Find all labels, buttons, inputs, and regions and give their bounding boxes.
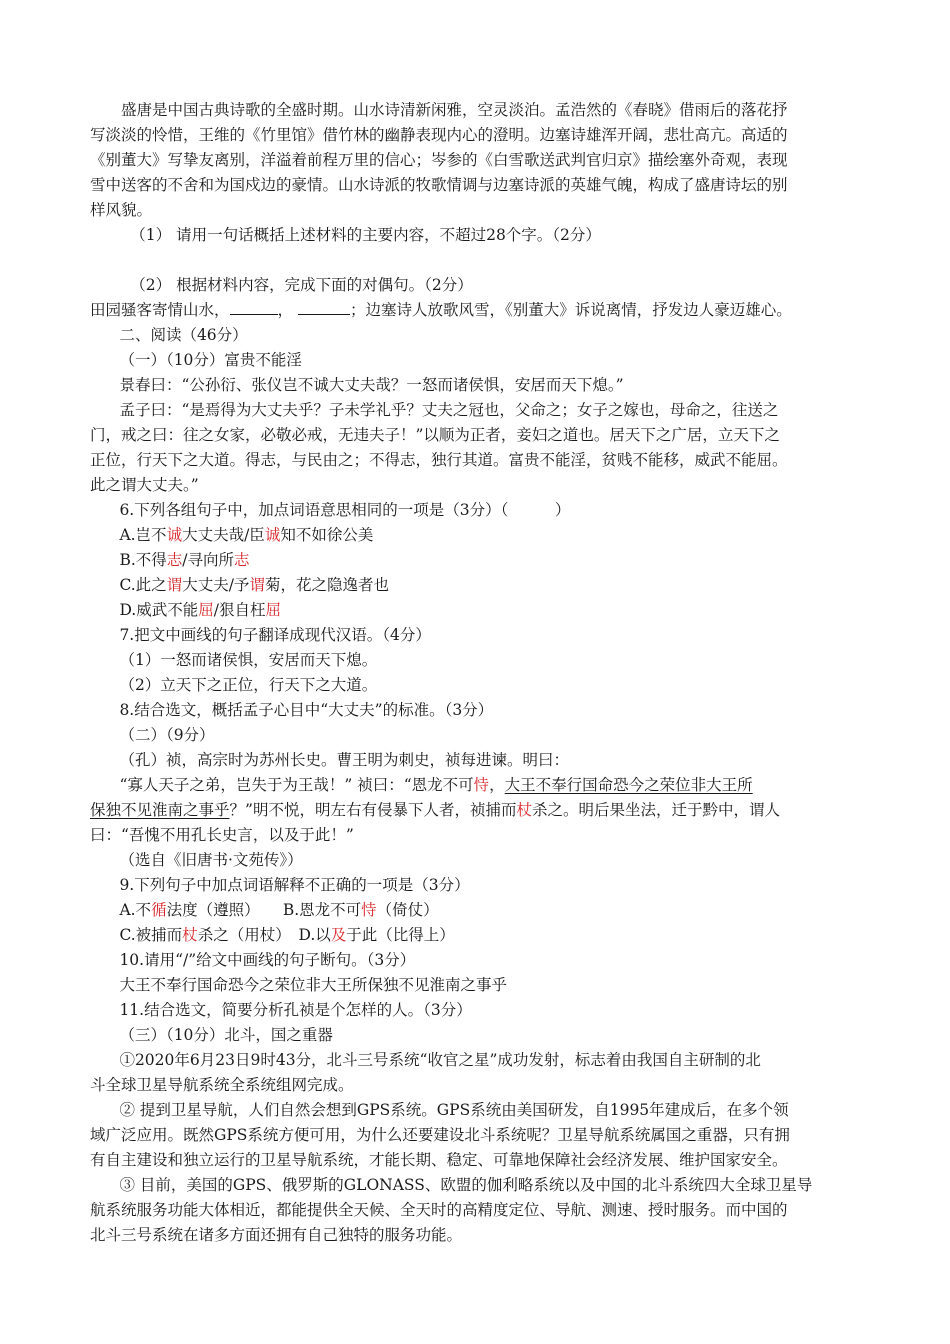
passage-line: 曰：“吾愧不用孔长史言，以及于此！” (90, 826, 354, 844)
dotted-word: 恃 (473, 776, 490, 794)
text: C.被捕而 (119, 926, 183, 944)
question-7-1: （1）一怒而诸侯惧，安居而天下熄。 (119, 651, 378, 669)
fill-blank-1[interactable] (230, 298, 278, 315)
mengzi-line: 孟子曰：“是焉得为大丈夫乎？子未学礼乎？丈夫之冠也，父命之；女子之嫁也，母命之，往送之 (119, 401, 779, 419)
question-6: 6.下列各组句子中，加点词语意思相同的一项是（3分）（ ） (119, 501, 571, 519)
mengzi-line: 此之谓大丈夫。” (90, 476, 199, 494)
article-line: 域广泛应用。既然GPS系统方便可用，为什么还要建设北斗系统呢？卫星导航系统属国之重器，只有拥 (90, 1126, 790, 1144)
part3-heading: （三）（10分）北斗，国之重器 (119, 1026, 333, 1044)
intro-passage (90, 98, 862, 223)
dotted-word: 及 (330, 926, 347, 944)
passage-line: （孔）祯，高宗时为苏州长史。曹王明为刺史，祯每进谏。明曰： (119, 751, 569, 769)
option-6d (90, 598, 862, 623)
text: D.威武不能 (119, 601, 199, 619)
mengzi-line: 正位，行天下之大道。得志，与民由之；不得志，独行其道。富贵不能淫，贫贱不能移，威武不能屈。 (90, 451, 788, 469)
part1-heading: （一）（10分）富贵不能淫 (119, 351, 302, 369)
text: 菊，花之隐逸者也 (264, 576, 389, 594)
article-line: 有自主建设和独立运行的卫星导航系统，才能长期、稳定、可靠地保障社会经济发展、维护国家安全。 (90, 1151, 788, 1169)
question-7-2: （2）立天下之正位，行天下之大道。 (119, 676, 378, 694)
text: B.不得 (119, 551, 167, 569)
dotted-word: 循 (151, 901, 167, 919)
couplet-part-b: ；边塞诗人放歌风雪，《别董大》诉说离情，抒发边人豪迈雄心。 (349, 301, 792, 319)
section-heading: 二、阅读（46分） (119, 326, 248, 344)
question-2: （2） 根据材料内容，完成下面的对偶句。（2分） (130, 276, 473, 294)
dotted-word: 杖 (182, 926, 198, 944)
mengzi-line: 门，戒之曰：往之女家，必敬必戒，无违夫子！”以顺为正者，妾妇之道也。居天下之广居，立天下之 (90, 426, 780, 444)
answer-space (90, 248, 862, 273)
text: 杀之（用杖） D.以 (197, 926, 331, 944)
option-6a (90, 523, 862, 548)
option-6b (90, 548, 862, 573)
text: 大丈夫哉/臣 (182, 526, 265, 544)
dotted-word: 杖 (516, 801, 532, 819)
intro-line: 《别董大》写挚友离别，洋溢着前程万里的信心；岑参的《白雪歌送武判官归京》描绘塞外奇观，表现 (90, 151, 788, 169)
dotted-word: 志 (166, 551, 183, 569)
question-10-sentence: 大王不奉行国命恐今之荣位非大王所保独不见淮南之事乎 (119, 976, 507, 994)
jingchun-line: 景春曰：“公孙衍、张仪岂不诚大丈夫哉？一怒而诸侯惧，安居而天下熄。” (119, 376, 624, 394)
text: C.此之 (119, 576, 167, 594)
text: 知不如徐公美 (280, 526, 374, 544)
question-8: 8.结合选文，概括孟子心目中“大丈夫”的标准。（3分） (119, 701, 494, 719)
article-line: ③ 目前，美国的GPS、俄罗斯的GLONASS、欧盟的伽利略系统以及中国的北斗系统四大全球卫星导 (119, 1176, 813, 1194)
passage-line (90, 773, 862, 798)
question-9: 9.下列句子中加点词语解释不正确的一项是（3分） (119, 876, 470, 894)
option-9ab (90, 898, 862, 923)
question-10: 10.请用“/”给文中画线的句子断句。（3分） (119, 951, 416, 969)
article-line: 航系统服务功能大体相近，都能提供全天候、全天时的高精度定位、导航、测速、授时服务。而中国的 (90, 1201, 788, 1219)
text: 大丈夫/予 (182, 576, 250, 594)
underlined-sentence: 保独不见淮南之事乎 (90, 801, 230, 819)
text: ？”明不悦，明左右有侵暴下人者，祯捕而 (229, 801, 517, 819)
option-9cd (90, 923, 862, 948)
text: /寻向所 (182, 551, 235, 569)
text: 杀之。明后果坐法，迁于黔中，谓人 (531, 801, 780, 819)
part2-heading: （二）（9分） (119, 726, 215, 744)
dotted-word: 恃 (361, 901, 377, 919)
text: “寡人天子之弟，岂失于为王哉！” 祯曰：“恩龙不可 (119, 776, 474, 794)
text: A.岂不 (119, 526, 167, 544)
article-line: ② 提到卫星导航，人们自然会想到GPS系统。GPS系统由美国研发，自1995年建成后，在多个领 (119, 1101, 789, 1119)
intro-line: 盛唐是中国古典诗歌的全盛时期。山水诗清新闲雅，空灵淡泊。孟浩然的《春晓》借雨后的落花抒 (121, 101, 788, 119)
intro-line: 雪中送客的不舍和为国戍边的豪情。山水诗派的牧歌情调与边塞诗派的英雄气魄，构成了盛唐诗坛的别 (90, 176, 788, 194)
couplet-line (90, 298, 862, 323)
passage-line (90, 798, 862, 823)
intro-line: 样风貌。 (90, 201, 153, 219)
couplet-separator: ， (277, 301, 294, 319)
dotted-word: 志 (234, 551, 250, 569)
question-11: 11.结合选文，简要分析孔祯是个怎样的人。（3分） (119, 1001, 472, 1019)
passage-source: （选自《旧唐书·文苑传》） (119, 851, 303, 869)
text: 法度（遵照） B.恩龙不可 (166, 901, 362, 919)
question-1: （1） 请用一句话概括上述材料的主要内容，不超过28个字。（2分） (130, 226, 601, 244)
dotted-word: 谓 (249, 576, 265, 594)
text: /狠自枉 (213, 601, 266, 619)
dotted-word: 屈 (265, 601, 282, 619)
text: （倚仗） (376, 901, 439, 919)
text: 于此（比得上） (346, 926, 455, 944)
article-line: ①2020年6月23日9时43分，北斗三号系统“收官之星”成功发射，标志着由我国自主研制的北 (119, 1051, 761, 1069)
text: ， (489, 776, 505, 794)
option-6c (90, 573, 862, 598)
dotted-word: 谓 (166, 576, 183, 594)
article-line: 北斗三号系统在诸多方面还拥有自己独特的服务功能。 (90, 1226, 463, 1244)
dotted-word: 屈 (198, 601, 214, 619)
exam-page (90, 98, 862, 1248)
dotted-word: 诚 (166, 526, 183, 544)
intro-line: 写淡淡的怜惜，王维的《竹里馆》借竹林的幽静表现内心的澄明。边塞诗雄浑开阔，悲壮高亢。高适的 (90, 126, 788, 144)
question-7: 7.把文中画线的句子翻译成现代汉语。（4分） (119, 626, 431, 644)
dotted-word: 诚 (264, 526, 281, 544)
text: A.不 (119, 901, 152, 919)
fill-blank-2[interactable] (298, 298, 350, 315)
couplet-part-a: 田园骚客寄情山水， (90, 301, 230, 319)
article-line: 斗全球卫星导航系统全系统组网完成。 (90, 1076, 354, 1094)
underlined-sentence: 大王不奉行国命恐今之荣位非大王所 (504, 776, 753, 794)
